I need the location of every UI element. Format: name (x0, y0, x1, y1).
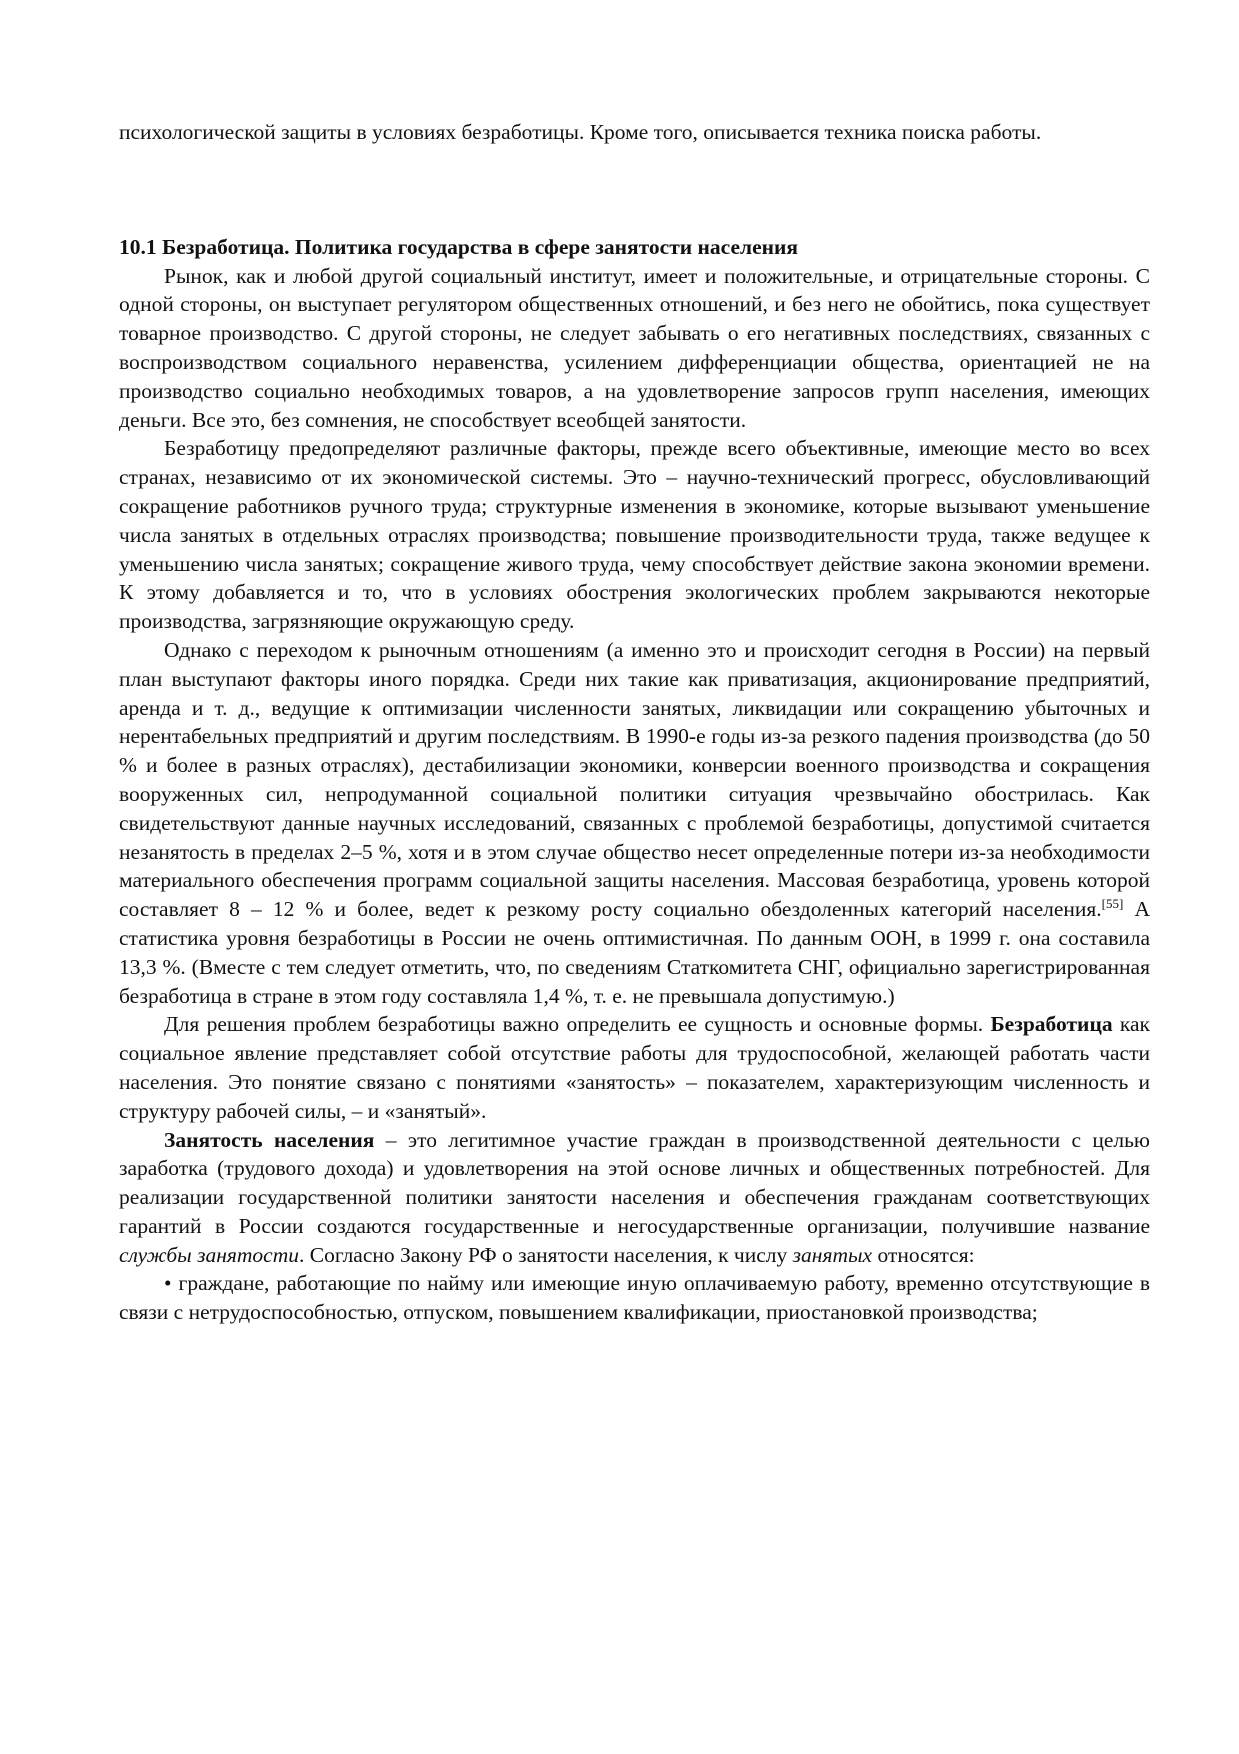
document-page (119, 118, 1150, 1327)
paragraph-text: . Согласно Закону РФ о занятости населения, к числу (299, 1242, 793, 1267)
paragraph-market: Рынок, как и любой другой социальный институт, имеет и положительные, и отрицательные стороны. С одной стороны, он выступает регулятором общественных отношений, и без него не обойтись, пока существует товарное производство. С другой стороны, не следует забывать о его негативных последствиях, связанных с воспроизводством социального неравенства, усилением дифференциации общества, ориентацией не на производство социально необходимых товаров, а на удовлетворение запросов групп населения, имеющих деньги. Все это, без сомнения, не способствует всеобщей занятости. (119, 263, 1150, 432)
paragraph-text: относятся: (872, 1242, 975, 1267)
footnote-reference[interactable]: [55] (1101, 895, 1124, 911)
paragraph-transition (119, 636, 1150, 1010)
paragraph-definition (119, 1010, 1150, 1125)
paragraph-text: А статистика уровня безработицы в России не очень оптимистичная. По данным ООН, в 1999 г. она составила 13,3 %. (Вместе с тем следует отметить, что, по сведениям Статкомитета СНГ, официально зарегистрированная безработица в стране в этом году составляла 1,4 %, т. е. не превышала допустимую.) (119, 897, 1150, 1008)
paragraph-factors: Безработицу предопределяют различные факторы, прежде всего объективные, имеющие место во всех странах, независимо от их экономической системы. Это – научно-технический прогресс, обусловливающий сокращение работников ручного труда; структурные изменения в экономике, которые вызывают уменьшение числа занятых в отдельных отраслях производства; повышение производительности труда, также ведущее к уменьшению числа занятых; сокращение живого труда, чему способствует действие закона экономии времени. К этому добавляется и то, что в условиях обострения экологических проблем закрываются некоторые производства, загрязняющие окружающую среду. (119, 436, 1150, 634)
section-title: 10.1 Безработица. Политика государства в сфере занятости населения (119, 234, 799, 259)
paragraph-employment (119, 1126, 1150, 1270)
term-employment-service: службы занятости (119, 1242, 299, 1267)
term-unemployment: Безработица (990, 1012, 1113, 1037)
paragraph-text: Для решения проблем безработицы важно определить ее сущность и основные формы. (164, 1012, 991, 1037)
term-employment: Занятость населения (164, 1127, 375, 1152)
intro-paragraph: психологической защиты в условиях безработицы. Кроме того, описывается техника поиска работы. (119, 120, 1042, 144)
paragraph-text: – это легитимное участие граждан в производственной деятельности с целью заработка (трудового дохода) и удовлетворения на этой основе личных и общественных потребностей. Для реализации государственной политики занятости населения и обеспечения гражданам соответствующих гарантий в России создаются государственные и негосударственные организации, получившие название (119, 1127, 1150, 1238)
paragraph-text: Однако с переходом к рыночным отношениям (а именно это и происходит сегодня в России) на первый план выступают факторы иного порядка. Среди них такие как приватизация, акционирование предприятий, аренда и т. д., ведущие к оптимизации численности занятых, ликвидации или сокращению убыточных и нерентабельных предприятий и другим последствиям. В 1990-е годы из-за резкого падения производства (до 50 % и более в разных отраслях), дестабилизации экономики, конверсии военного производства и сокращения вооруженных сил, непродуманной социальной политики ситуация чрезвычайно обострилась. Как свидетельствуют данные научных исследований, связанных с проблемой безработицы, допустимой считается незанятость в пределах 2–5 %, хотя и в этом случае общество несет определенные потери из-за необходимости материального обеспечения программ социальной защиты населения. Массовая безработица, уровень которой составляет 8 – 12 % и более, ведет к резкому росту социально обездоленных категорий населения. (119, 637, 1150, 922)
spacer (119, 147, 1150, 233)
term-employed: занятых (792, 1242, 873, 1267)
paragraph-text: как социальное явление представляет собой отсутствие работы для трудоспособной, желающей работать части населения. Это понятие связано с понятиями «занятость» – показателем, характеризующим численность и структуру рабочей силы, – и «занятый». (119, 1012, 1150, 1123)
list-item: • граждане, работающие по найму или имеющие иную оплачиваемую работу, временно отсутствующие в связи с нетрудоспособностью, отпуском, повышением квалификации, приостановкой производства; (119, 1271, 1150, 1325)
